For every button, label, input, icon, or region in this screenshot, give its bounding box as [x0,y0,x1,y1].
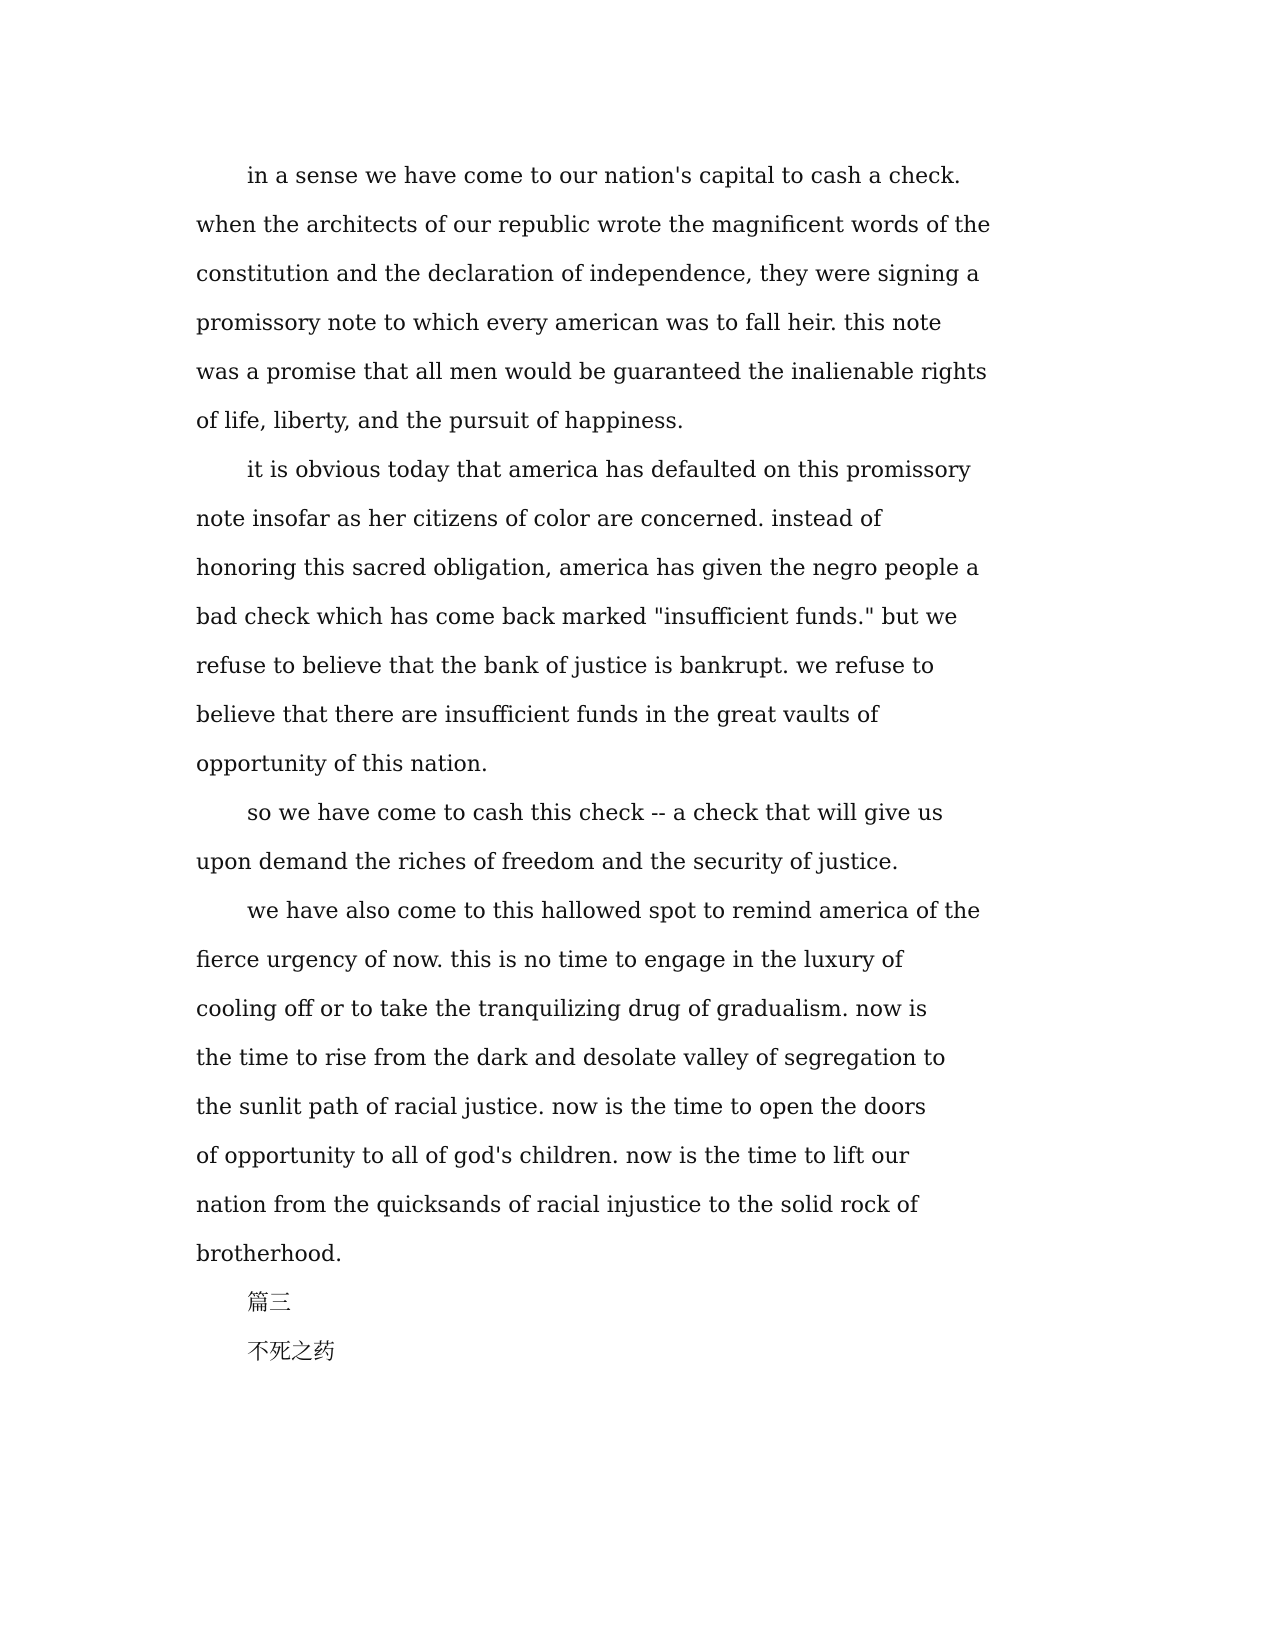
section-heading: 篇三 [247,1291,292,1316]
paragraph-2-line-6: believe that there are insufficient funds in the great vaults of [196,703,879,728]
paragraph-1-line-2: when the architects of our republic wrote the magnificent words of the [196,213,991,238]
paragraph-3-line-2: upon demand the riches of freedom and the security of justice. [196,850,899,875]
paragraph-1-line-3: constitution and the declaration of independence, they were signing a [196,262,980,287]
section-title: 不死之药 [247,1340,336,1365]
paragraph-4-line-6: of opportunity to all of god's children. now is the time to lift our [196,1144,910,1169]
paragraph-3-line-1: so we have come to cash this check -- a check that will give us [247,801,944,826]
paragraph-1-line-5: was a promise that all men would be guaranteed the inalienable rights [196,360,987,385]
document-body [196,152,1076,1377]
paragraph-2-line-4: bad check which has come back marked "insufficient funds." but we [196,605,958,630]
paragraph-1-line-6: of life, liberty, and the pursuit of happiness. [196,409,684,434]
paragraph-4-line-5: the sunlit path of racial justice. now is the time to open the doors [196,1095,927,1120]
paragraph-4-line-2: fierce urgency of now. this is no time to engage in the luxury of [196,948,903,973]
paragraph-2-line-5: refuse to believe that the bank of justice is bankrupt. we refuse to [196,654,935,679]
paragraph-4-line-4: the time to rise from the dark and desolate valley of segregation to [196,1046,946,1071]
paragraph-1-line-1: in a sense we have come to our nation's capital to cash a check. [247,164,961,189]
paragraph-1-line-4: promissory note to which every american was to fall heir. this note [196,311,942,336]
paragraph-2-line-3: honoring this sacred obligation, america has given the negro people a [196,556,980,581]
paragraph-4-line-3: cooling off or to take the tranquilizing drug of gradualism. now is [196,997,928,1022]
paragraph-2-line-1: it is obvious today that america has defaulted on this promissory [247,458,971,483]
paragraph-2-line-7: opportunity of this nation. [196,752,488,777]
paragraph-4-line-8: brotherhood. [196,1242,343,1267]
paragraph-2-line-2: note insofar as her citizens of color are concerned. instead of [196,507,882,532]
paragraph-4-line-7: nation from the quicksands of racial injustice to the solid rock of [196,1193,919,1218]
paragraph-4-line-1: we have also come to this hallowed spot to remind america of the [247,899,981,924]
